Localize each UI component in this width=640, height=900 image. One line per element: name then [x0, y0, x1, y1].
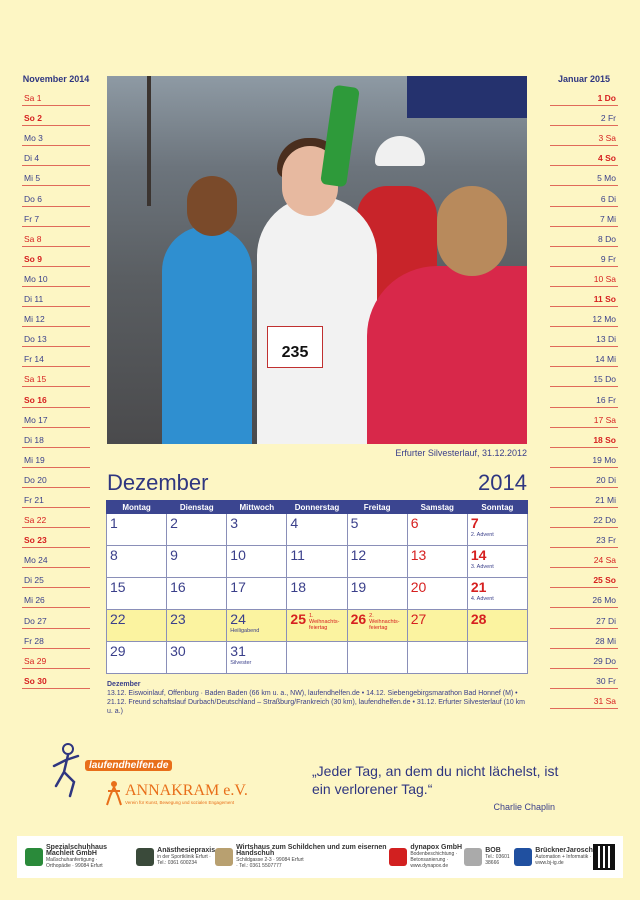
november-day-row: [22, 227, 90, 247]
november-day-label: Do 6: [24, 193, 42, 204]
november-day-label: So 16: [24, 394, 47, 405]
january-day-label: 15 Do: [593, 374, 616, 385]
calendar-day-cell: [227, 642, 287, 674]
january-day-row: [550, 568, 618, 588]
day-note: 3. Advent: [470, 564, 494, 570]
calendar-day-cell: [347, 578, 407, 610]
january-day-label: 30 Fr: [596, 675, 616, 686]
january-day-label: 10 Sa: [593, 273, 616, 284]
day-number: 1: [110, 515, 118, 531]
day-number: 26: [350, 611, 367, 627]
january-day-label: 29 Do: [593, 655, 616, 666]
january-day-row: [550, 367, 618, 387]
november-day-row: [22, 528, 90, 548]
january-day-label: 8 Do: [598, 233, 616, 244]
november-day-row: [22, 428, 90, 448]
calendar-day-cell: [227, 610, 287, 642]
november-title: November 2014: [22, 74, 90, 84]
day-number: 2: [170, 515, 178, 531]
calendar-day-cell: [467, 578, 527, 610]
day-number: 7: [470, 515, 479, 531]
november-day-row: [22, 508, 90, 528]
sponsor-name: dynapox GmbH: [410, 844, 463, 851]
calendar-day-cell: [287, 578, 347, 610]
day-number: 5: [350, 515, 359, 531]
calendar-day-cell: [227, 514, 287, 546]
january-day-label: 12 Mo: [592, 314, 616, 325]
day-number: 11: [290, 547, 305, 563]
november-day-label: Sa 1: [24, 93, 42, 104]
weekday-header: Freitag: [347, 501, 407, 514]
november-day-label: So 30: [24, 675, 47, 686]
sponsor-details: Tel.: 03601 38666: [485, 854, 510, 866]
november-day-label: So 23: [24, 535, 47, 546]
day-number: 22: [110, 611, 126, 627]
january-day-label: 24 Sa: [593, 555, 616, 566]
november-day-row: [22, 166, 90, 186]
day-note: Silvester: [230, 660, 252, 666]
january-day-row: [550, 608, 618, 628]
january-mini-calendar: [550, 74, 618, 709]
november-day-row: [22, 186, 90, 206]
january-day-label: 18 So: [593, 434, 616, 445]
november-day-label: Fr 7: [24, 213, 40, 224]
january-day-row: [550, 287, 618, 307]
january-day-label: 9 Fr: [600, 253, 616, 264]
january-day-label: 17 Sa: [593, 414, 616, 425]
january-day-row: [550, 267, 618, 287]
november-day-row: [22, 588, 90, 608]
november-day-label: Fr 21: [24, 494, 44, 505]
sponsor-mark-icon: [389, 848, 407, 866]
photo-runner-blue: [162, 226, 252, 444]
calendar-day-cell: [227, 578, 287, 610]
calendar-day-cell: [287, 610, 347, 642]
january-day-row: [550, 186, 618, 206]
sponsor-name: BOB: [485, 847, 501, 854]
january-day-label: 31 Sa: [593, 695, 616, 706]
sponsor-logo: [389, 845, 464, 869]
sponsor-logo: [464, 848, 514, 866]
sponsor-mark-icon: [514, 848, 532, 866]
sponsor-mark-icon: [215, 848, 233, 866]
day-number: 8: [110, 547, 118, 563]
annakram-name: ANNAKRAM e.V.: [125, 782, 248, 799]
calendar-day-cell: [167, 546, 227, 578]
weekday-header: Donnerstag: [287, 501, 347, 514]
november-day-row: [22, 347, 90, 367]
calendar-day-cell: [407, 514, 467, 546]
january-day-row: [550, 528, 618, 548]
january-day-row: [550, 227, 618, 247]
sponsor-mark-icon: [25, 848, 43, 866]
january-day-label: 5 Mo: [597, 173, 616, 184]
sponsor-mark-icon: [464, 848, 482, 866]
weekday-header: Dienstag: [167, 501, 227, 514]
annakram-subtitle: Verein für Kunst, Bewegung und sozialen Engagement: [125, 800, 235, 805]
november-day-label: Fr 14: [24, 354, 44, 365]
january-day-row: [550, 468, 618, 488]
photo-caption: Erfurter Silvesterlauf, 31.12.2012: [395, 448, 527, 458]
november-day-label: Do 13: [24, 334, 47, 345]
november-day-label: Mo 10: [24, 273, 48, 284]
day-number: 4: [290, 515, 299, 531]
january-day-label: 25 So: [593, 575, 616, 586]
november-day-label: Sa 8: [24, 233, 42, 244]
november-day-row: [22, 367, 90, 387]
calendar-day-cell: [347, 610, 407, 642]
sponsor-logo: [136, 848, 215, 866]
november-day-label: Mi 12: [24, 314, 45, 325]
day-number: 29: [110, 643, 126, 659]
november-mini-calendar: [22, 74, 90, 689]
january-day-row: [550, 126, 618, 146]
calendar-day-cell: [107, 578, 167, 610]
november-day-label: Mo 24: [24, 555, 48, 566]
day-note: 2. Advent: [470, 532, 494, 538]
calendar-day-cell: [467, 642, 527, 674]
november-day-row: [22, 548, 90, 568]
day-number: 30: [170, 643, 186, 659]
photo-runner-center: [257, 196, 377, 444]
november-day-row: [22, 568, 90, 588]
november-day-row: [22, 488, 90, 508]
photo-runner-blue-head: [187, 176, 237, 236]
day-number: 3: [230, 515, 239, 531]
november-day-row: [22, 608, 90, 628]
november-day-label: Fr 28: [24, 635, 44, 646]
november-day-label: Di 25: [24, 575, 44, 586]
calendar-day-cell: [467, 546, 527, 578]
november-day-row: [22, 126, 90, 146]
holiday-note: 2. Weihnachts-feiertag: [369, 613, 400, 631]
january-day-label: 11 So: [593, 294, 616, 305]
calendar-day-cell: [107, 514, 167, 546]
november-day-row: [22, 448, 90, 468]
january-day-row: [550, 588, 618, 608]
january-day-row: [550, 488, 618, 508]
january-day-label: 28 Mi: [595, 635, 616, 646]
november-day-label: So 9: [24, 253, 42, 264]
november-day-label: So 2: [24, 113, 42, 124]
calendar-day-cell: [407, 578, 467, 610]
january-day-row: [550, 548, 618, 568]
november-day-label: Sa 22: [24, 515, 47, 526]
january-day-label: 14 Mi: [595, 354, 616, 365]
calendar-day-cell: [167, 610, 227, 642]
january-day-row: [550, 247, 618, 267]
november-day-label: Do 27: [24, 615, 47, 626]
january-day-row: [550, 689, 618, 709]
january-day-row: [550, 448, 618, 468]
calendar-week-row: [107, 642, 528, 674]
january-day-row: [550, 166, 618, 186]
calendar-day-cell: [347, 642, 407, 674]
january-day-row: [550, 669, 618, 689]
calendar-day-cell: [107, 642, 167, 674]
quote-text: „Jeder Tag, an dem du nicht lächelst, ist ein verlorener Tag.“: [312, 763, 559, 797]
month-title: Dezember: [107, 470, 209, 495]
day-number: 19: [350, 579, 367, 595]
day-number: 27: [410, 611, 427, 627]
calendar-day-cell: [287, 642, 347, 674]
sponsor-name: Anästhesiepraxis: [157, 847, 216, 854]
calendar-week-row: [107, 578, 528, 610]
january-day-row: [550, 408, 618, 428]
race-photo: [107, 76, 527, 444]
january-day-row: [550, 106, 618, 126]
sponsor-logo: [514, 848, 593, 866]
january-day-label: 1 Do: [597, 93, 616, 104]
photo-runner-red-head: [437, 186, 507, 276]
january-day-label: 27 Di: [596, 615, 616, 626]
day-number: 21: [470, 579, 487, 595]
calendar-day-cell: [167, 642, 227, 674]
weekday-header: Sonntag: [467, 501, 527, 514]
photo-tree: [147, 76, 151, 206]
november-day-label: Mo 17: [24, 414, 48, 425]
day-number: 25: [290, 611, 306, 627]
november-day-label: Di 4: [24, 153, 40, 164]
january-day-label: 2 Fr: [600, 113, 616, 124]
sponsor-name: Spezialschuhhaus Machleit GmbH: [46, 844, 108, 857]
day-number: 18: [290, 579, 306, 595]
january-day-label: 23 Fr: [596, 535, 616, 546]
sponsor-details: Maßschuhanfertigung · Orthopädie · 99084 Erfurt: [46, 857, 103, 869]
sponsor-mark-icon: [136, 848, 154, 866]
events-list: [107, 680, 529, 716]
events-text: 13.12. Eiswoinlauf, Offenburg · Baden Baden (66 km u. a., NW), laufendhelfen.de • 14.12. Siebengebirgsmarathon Bad Honnef (M) • 21.12. Freund schaftslauf Durbach/Deutschland – Straßburg/Frankreich (30 km), laufendhelfen.de • 31.12. Erfurter Silvesterlauf (10 km u. a.): [107, 690, 525, 715]
november-day-row: [22, 106, 90, 126]
events-heading: Dezember: [107, 681, 141, 688]
november-day-row: [22, 468, 90, 488]
day-number: 13: [410, 547, 427, 563]
january-day-label: 3 Sa: [598, 133, 616, 144]
january-day-label: 20 Di: [596, 474, 616, 485]
january-day-row: [550, 207, 618, 227]
holiday-note: 1. Weihnachts-feiertag: [309, 613, 340, 631]
november-day-row: [22, 86, 90, 106]
january-day-row: [550, 629, 618, 649]
day-number: 28: [470, 611, 487, 627]
january-day-row: [550, 327, 618, 347]
calendar-day-cell: [467, 514, 527, 546]
photo-green-scarf: [320, 85, 360, 188]
day-number: 6: [410, 515, 419, 531]
january-day-label: 21 Mi: [595, 494, 616, 505]
november-day-row: [22, 408, 90, 428]
november-day-label: Mi 19: [24, 454, 45, 465]
weekday-header: Mittwoch: [227, 501, 287, 514]
december-calendar-grid: [106, 500, 528, 674]
day-number: 17: [230, 579, 246, 595]
photo-tent: [407, 76, 527, 118]
day-number: 20: [410, 579, 427, 595]
november-day-label: Di 18: [24, 434, 44, 445]
january-day-label: 4 So: [598, 153, 616, 164]
day-number: 14: [470, 547, 487, 563]
november-day-label: Mi 5: [24, 173, 41, 184]
calendar-week-row: [107, 610, 528, 642]
november-day-row: [22, 307, 90, 327]
photo-runner-red: [367, 266, 527, 444]
january-day-label: 16 Fr: [596, 394, 616, 405]
november-day-label: Mo 3: [24, 133, 43, 144]
day-number: 12: [350, 547, 367, 563]
january-day-row: [550, 146, 618, 166]
calendar-day-cell: [227, 546, 287, 578]
sponsor-name: Wirtshaus zum Schildchen und zum eisernen Handschuh: [236, 844, 387, 857]
november-day-row: [22, 247, 90, 267]
day-number: 31: [230, 643, 246, 659]
november-day-label: Do 20: [24, 474, 47, 485]
january-day-label: 13 Di: [596, 334, 616, 345]
sponsor-details: Automation + Informatik · www.bj-ig.de: [535, 854, 592, 866]
january-day-label: 6 Di: [600, 193, 616, 204]
laufendhelfen-logo: laufendhelfen.de: [85, 760, 172, 771]
calendar-day-cell: [287, 514, 347, 546]
calendar-day-cell: [347, 514, 407, 546]
annakram-figure-icon: [105, 780, 123, 806]
photo-official-cap: [375, 136, 425, 166]
sponsor-bar: [17, 836, 623, 878]
qr-code-icon: [593, 844, 615, 870]
november-day-row: [22, 669, 90, 689]
day-note: 4. Advent: [470, 596, 494, 602]
sponsor-logo: [215, 845, 389, 869]
january-day-row: [550, 649, 618, 669]
january-day-row: [550, 86, 618, 106]
photo-start-bib: 235: [267, 326, 323, 368]
calendar-day-cell: [467, 610, 527, 642]
november-day-row: [22, 387, 90, 407]
sponsor-name: BrücknerJarosch: [535, 847, 593, 854]
day-number: 10: [230, 547, 246, 563]
calendar-week-row: [107, 546, 528, 578]
calendar-day-cell: [107, 546, 167, 578]
sponsor-details: Schildgasse 2-3 · 99084 Erfurt · Tel.: 0361 5507777: [236, 857, 304, 869]
calendar-day-cell: [167, 578, 227, 610]
november-day-row: [22, 327, 90, 347]
sponsor-details: Bodenbeschichtung · Betonsanierung · www.dynapox.de: [410, 851, 458, 869]
day-note: Heiligabend: [230, 628, 260, 634]
january-day-row: [550, 428, 618, 448]
january-title: Januar 2015: [557, 74, 611, 84]
january-day-row: [550, 508, 618, 528]
november-day-row: [22, 287, 90, 307]
november-day-label: Mi 26: [24, 595, 45, 606]
sponsor-details: in der Sportklinik Erfurt · Tel.: 0361 600234: [157, 854, 211, 866]
quote-author: Charlie Chaplin: [493, 802, 555, 812]
sponsor-logo: [25, 845, 136, 869]
weekday-header: Montag: [107, 501, 167, 514]
day-number: 9: [170, 547, 178, 563]
november-day-row: [22, 146, 90, 166]
calendar-day-cell: [167, 514, 227, 546]
year-title: 2014: [478, 470, 527, 495]
january-day-label: 26 Mo: [592, 595, 616, 606]
november-day-row: [22, 649, 90, 669]
day-number: 24: [230, 611, 246, 627]
january-day-label: 22 Do: [593, 515, 616, 526]
january-day-row: [550, 307, 618, 327]
november-day-label: Di 11: [24, 294, 44, 305]
calendar-week-row: [107, 514, 528, 546]
november-day-row: [22, 629, 90, 649]
calendar-day-cell: [407, 610, 467, 642]
calendar-day-cell: [107, 610, 167, 642]
day-number: 16: [170, 579, 186, 595]
january-day-row: [550, 347, 618, 367]
january-day-row: [550, 387, 618, 407]
calendar-day-cell: [407, 642, 467, 674]
calendar-day-cell: [347, 546, 407, 578]
november-day-row: [22, 267, 90, 287]
november-day-label: Sa 29: [24, 655, 47, 666]
weekday-header: Samstag: [407, 501, 467, 514]
november-day-label: Sa 15: [24, 374, 47, 385]
calendar-day-cell: [287, 546, 347, 578]
calendar-day-cell: [407, 546, 467, 578]
day-number: 23: [170, 611, 186, 627]
day-number: 15: [110, 579, 126, 595]
january-day-label: 19 Mo: [592, 454, 616, 465]
january-day-label: 7 Mi: [599, 213, 616, 224]
november-day-row: [22, 207, 90, 227]
